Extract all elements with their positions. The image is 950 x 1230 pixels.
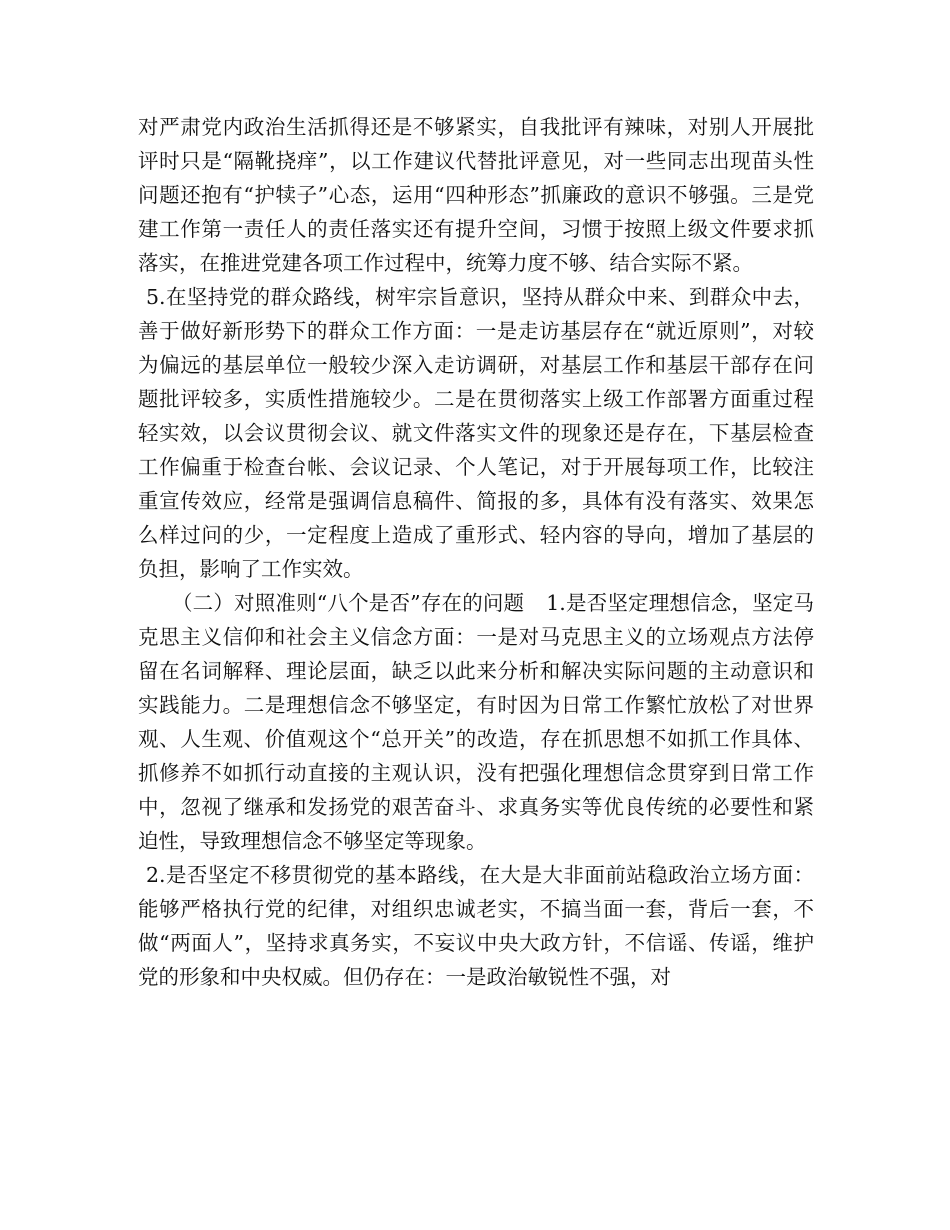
paragraph-2: 5.在坚持党的群众路线，树牢宗旨意识，坚持从群众中来、到群众中去，善于做好新形势下的群众工作方面：一是走访基层存在“就近原则”，对较为偏远的基层单位一般较少深入走访调研，对基层工作和基层干部存在问题批评较多，实质性措施较少。二是在贯彻落实上级工作部署方面重过程轻实效，以会议贯彻会议、就文件落实文件的现象还是存在，下基层检查工作偏重于检查台帐、会议记录、个人笔记，对于开展每项工作，比较注重宣传效应，经常是强调信息稿件、简报的多，具体有没有落实、效果怎么样过问的少，一定程度上造成了重形式、轻内容的导向，增加了基层的负担，影响了工作实效。	[138, 285, 814, 581]
paragraph-3-body: 1.是否坚定理想信念，坚定马克思主义信仰和社会主义信念方面：一是对马克思主义的立场观点方法停留在名词解释、理论层面，缺乏以此来分析和解决实际问题的主动意识和实践能力。二是理想信念不够坚定，有时因为日常工作繁忙放松了对世界观、人生观、价值观这个“总开关”的改造，存在抓思想不如抓工作具体、抓修养不如抓行动直接的主观认识，没有把强化理想信念贯穿到日常工作中，忽视了继承和发扬党的艰苦奋斗、求真务实等优良传统的必要性和紧迫性，导致理想信念不够坚定等现象。	[138, 591, 814, 853]
paragraph-4: 2.是否坚定不移贯彻党的基本路线，在大是大非面前站稳政治立场方面：能够严格执行党的纪律，对组织忠诚老实，不搞当面一套，背后一套，不做“两面人”，坚持求真务实，不妄议中央大政方针，不信谣、传谣，维护党的形象和中央权威。但仍存在：一是政治敏锐性不强，对	[138, 863, 814, 989]
paragraph-1: 对严肃党内政治生活抓得还是不够紧实，自我批评有辣味，对别人开展批评时只是“隔靴挠痒”，以工作建议代替批评意见，对一些同志出现苗头性问题还抱有“护犊子”心态，运用“四种形态”抓廉政的意识不够强。三是党建工作第一责任人的责任落实还有提升空间，习惯于按照上级文件要求抓落实，在推进党建各项工作过程中，统筹力度不够、结合实际不紧。	[138, 115, 814, 275]
section-heading: （二）对照准则“八个是否”存在的问题	[172, 591, 525, 615]
document-page	[138, 110, 814, 994]
paragraph-3	[138, 586, 814, 858]
